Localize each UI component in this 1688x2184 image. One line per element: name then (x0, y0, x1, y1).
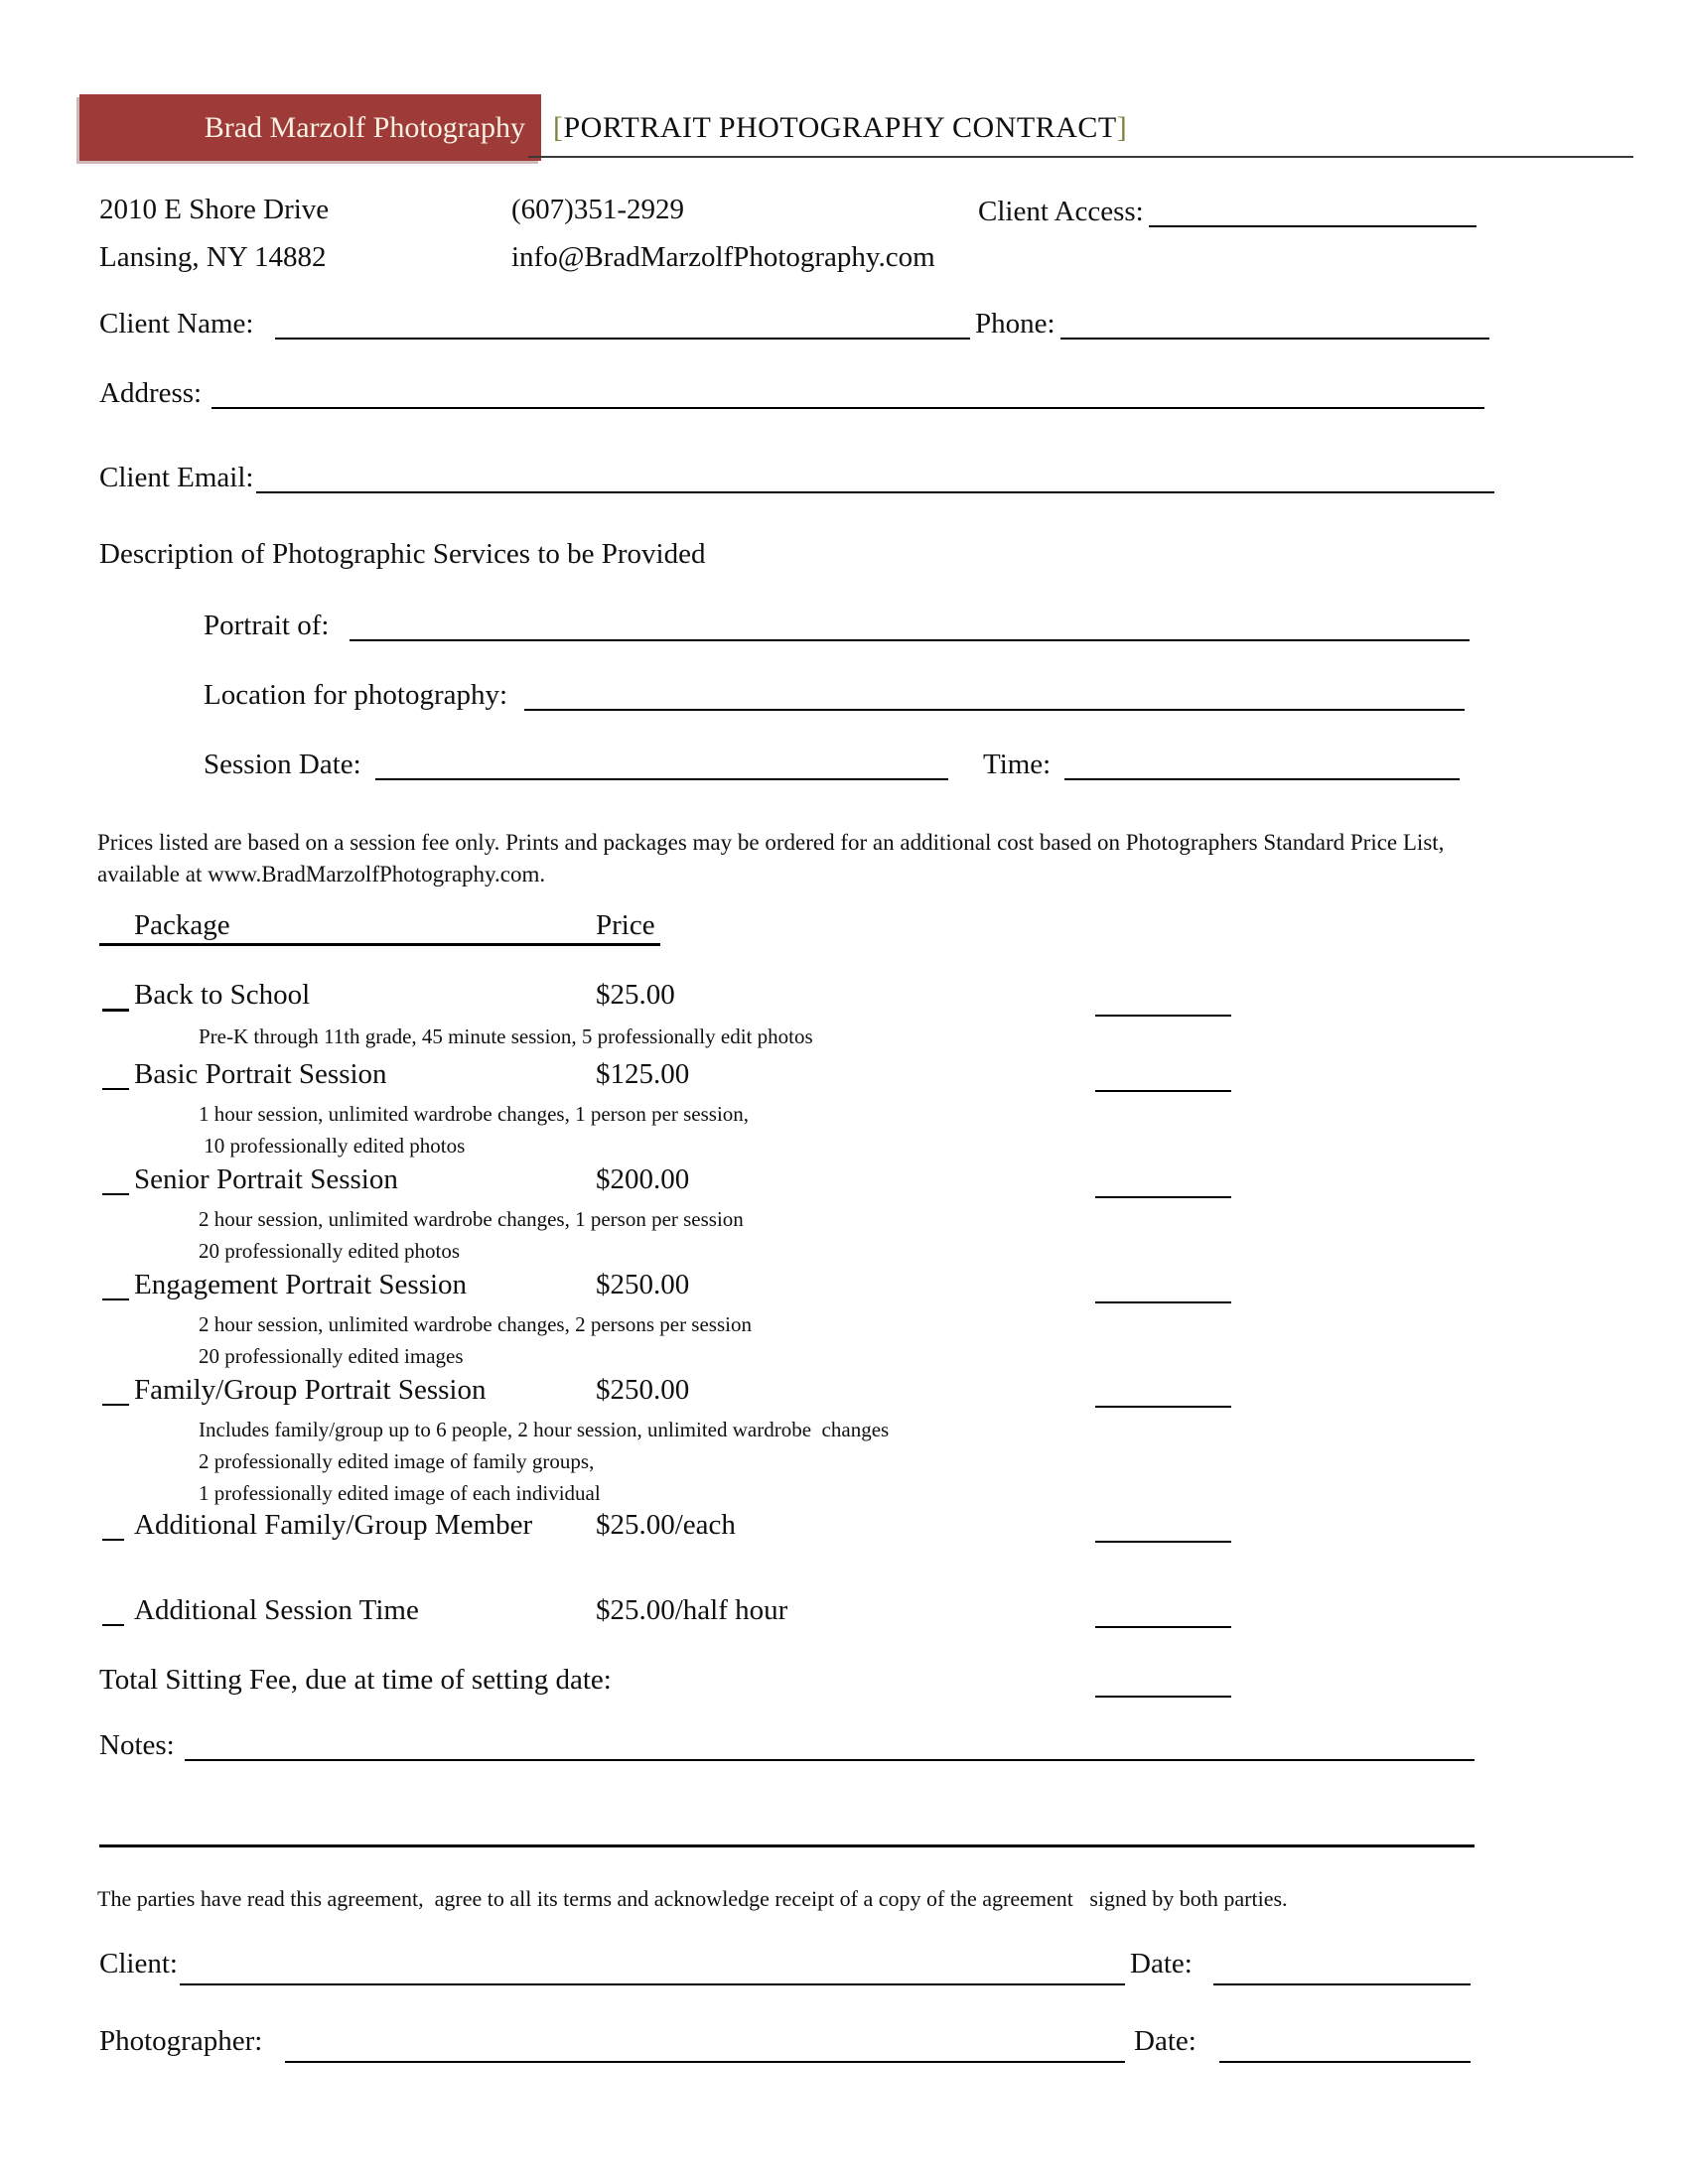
notes-line-2[interactable] (99, 1844, 1475, 1847)
phone-label: Phone: (975, 308, 1055, 340)
package-name: Back to School (134, 979, 311, 1011)
price-fill-line[interactable] (1095, 1015, 1231, 1017)
price-fill-line[interactable] (1095, 1626, 1231, 1628)
total-fill-line[interactable] (1095, 1696, 1231, 1698)
document-title (553, 111, 1127, 145)
portrait-of-line[interactable] (350, 639, 1470, 641)
client-date-line[interactable] (1213, 1983, 1471, 1985)
package-price: $25.00 (596, 979, 675, 1011)
title-bracket-close: ] (1116, 111, 1128, 144)
title-text: PORTRAIT PHOTOGRAPHY CONTRACT (563, 111, 1117, 144)
photographer-signature-line[interactable] (285, 2061, 1125, 2063)
package-select-blank[interactable] (102, 1088, 129, 1090)
package-price: $250.00 (596, 1374, 690, 1406)
client-date-label: Date: (1130, 1948, 1193, 1979)
package-detail: 10 professionally edited photos (199, 1134, 466, 1158)
header-rule (528, 156, 1633, 158)
package-price: $25.00/each (596, 1509, 736, 1541)
package-select-blank[interactable] (102, 1624, 124, 1626)
package-price: $200.00 (596, 1163, 690, 1195)
package-name: Additional Family/Group Member (134, 1509, 533, 1541)
location-label: Location for photography: (204, 679, 508, 711)
title-bracket-open: [ (553, 111, 564, 144)
package-name: Senior Portrait Session (134, 1163, 398, 1195)
client-signature-line[interactable] (180, 1983, 1125, 1985)
package-price: $250.00 (596, 1269, 690, 1300)
package-name: Basic Portrait Session (134, 1058, 387, 1090)
photographer-date-label: Date: (1134, 2025, 1196, 2057)
package-detail: 20 professionally edited images (199, 1344, 464, 1368)
price-fill-line[interactable] (1095, 1090, 1231, 1092)
client-name-label: Client Name: (99, 308, 254, 340)
session-date-label: Session Date: (204, 749, 361, 780)
address-label: Address: (99, 377, 203, 409)
studio-phone: (607)351-2929 (511, 194, 684, 225)
brand-banner (79, 94, 541, 161)
client-access-label: Client Access: (978, 196, 1144, 227)
package-price: $125.00 (596, 1058, 690, 1090)
portrait-of-label: Portrait of: (204, 610, 330, 641)
package-name: Family/Group Portrait Session (134, 1374, 487, 1406)
studio-email: info@BradMarzolfPhotography.com (511, 241, 935, 273)
notes-line-1[interactable] (185, 1759, 1475, 1761)
services-heading: Description of Photographic Services to be Provided (99, 538, 706, 570)
notes-label: Notes: (99, 1729, 175, 1761)
package-select-blank[interactable] (102, 1539, 124, 1541)
pricing-intro-line2: available at www.BradMarzolfPhotography.com. (97, 862, 546, 887)
studio-address-line1: 2010 E Shore Drive (99, 194, 330, 225)
price-column-header: Price (596, 909, 655, 941)
brand-name: Brad Marzolf Photography (204, 110, 525, 144)
price-fill-line[interactable] (1095, 1301, 1231, 1303)
package-select-blank[interactable] (102, 1193, 129, 1195)
photographer-date-line[interactable] (1219, 2061, 1471, 2063)
package-detail: Pre-K through 11th grade, 45 minute session, 5 professionally edit photos (199, 1024, 813, 1048)
studio-address-line2: Lansing, NY 14882 (99, 241, 327, 273)
time-line[interactable] (1064, 778, 1460, 780)
session-date-line[interactable] (375, 778, 948, 780)
price-fill-line[interactable] (1095, 1196, 1231, 1198)
total-sitting-fee-label: Total Sitting Fee, due at time of setting date: (99, 1664, 612, 1696)
client-access-line[interactable] (1149, 225, 1477, 227)
address-line[interactable] (211, 407, 1484, 409)
package-name: Engagement Portrait Session (134, 1269, 468, 1300)
package-column-header: Package (134, 909, 230, 941)
client-email-line[interactable] (256, 491, 1494, 493)
package-detail: 2 hour session, unlimited wardrobe changes, 2 persons per session (199, 1312, 752, 1336)
package-header-rule (99, 943, 660, 946)
package-select-blank[interactable] (102, 1009, 129, 1012)
package-select-blank[interactable] (102, 1298, 129, 1300)
price-fill-line[interactable] (1095, 1541, 1231, 1543)
package-detail: 1 hour session, unlimited wardrobe changes, 1 person per session, (199, 1102, 750, 1126)
client-signature-label: Client: (99, 1948, 178, 1979)
package-select-blank[interactable] (102, 1404, 129, 1406)
location-line[interactable] (524, 709, 1465, 711)
package-detail: Includes family/group up to 6 people, 2 hour session, unlimited wardrobe changes (199, 1418, 890, 1441)
phone-line[interactable] (1060, 338, 1489, 340)
time-label: Time: (983, 749, 1052, 780)
package-detail: 2 hour session, unlimited wardrobe changes, 1 person per session (199, 1207, 744, 1231)
photographer-signature-label: Photographer: (99, 2025, 263, 2057)
package-detail: 1 professionally edited image of each individual (199, 1481, 601, 1505)
package-detail: 20 professionally edited photos (199, 1239, 461, 1263)
package-name: Additional Session Time (134, 1594, 419, 1626)
client-name-line[interactable] (275, 338, 970, 340)
package-price: $25.00/half hour (596, 1594, 788, 1626)
package-detail: 2 professionally edited image of family groups, (199, 1449, 595, 1473)
client-email-label: Client Email: (99, 462, 254, 493)
pricing-intro-line1: Prices listed are based on a session fee only. Prints and packages may be ordered for an additional cost based on Photographers Standard Price List, (97, 830, 1445, 855)
agreement-statement: The parties have read this agreement, agree to all its terms and acknowledge receipt of a copy of the agreement signed by both parties. (97, 1886, 1288, 1911)
price-fill-line[interactable] (1095, 1406, 1231, 1408)
